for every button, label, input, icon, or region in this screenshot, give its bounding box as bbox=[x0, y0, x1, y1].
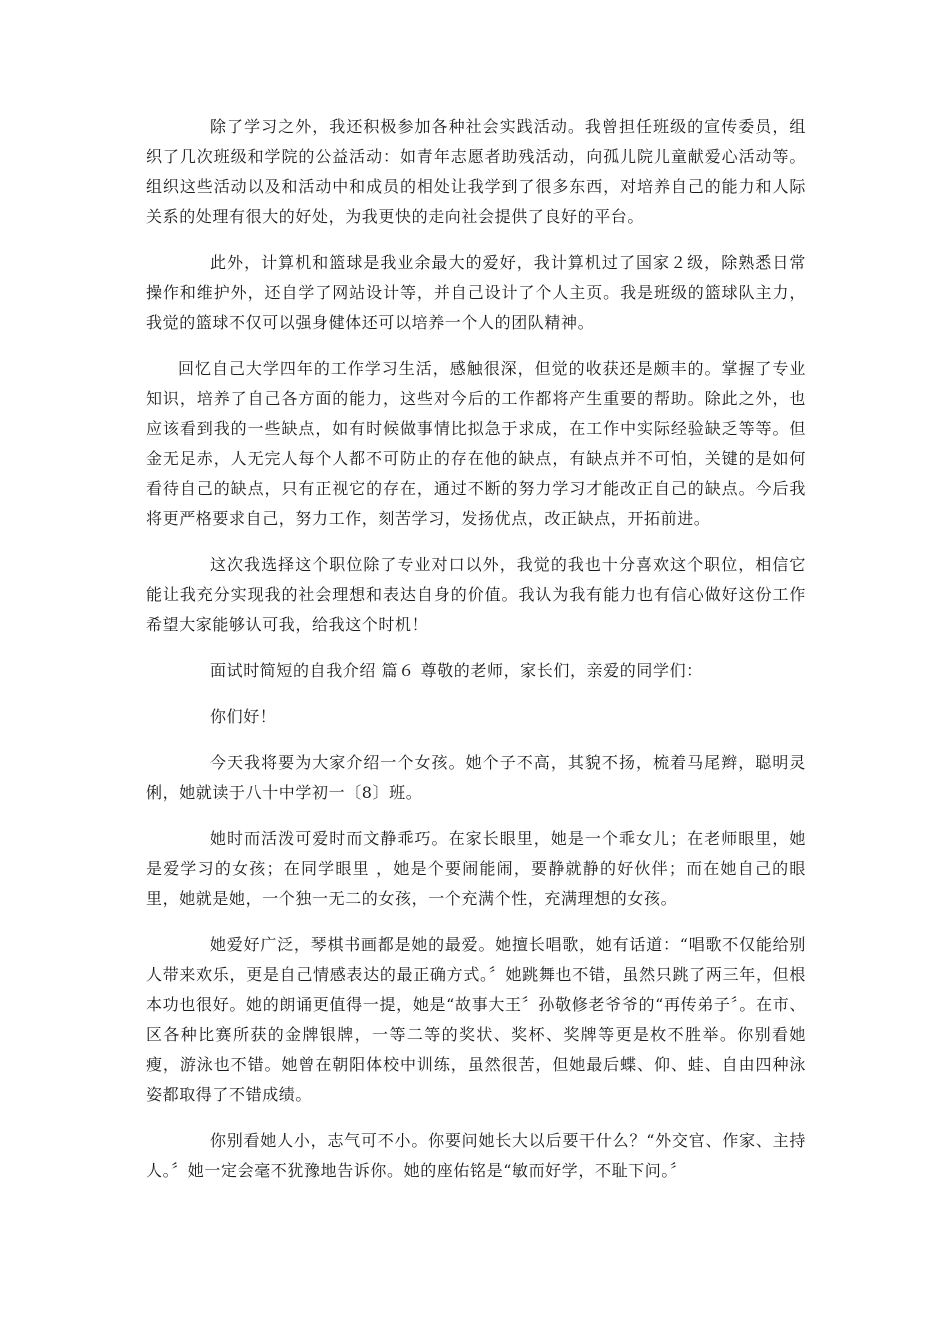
paragraph-section-heading: 面试时简短的自我介绍 篇６ 尊敬的老师，家长们，亲爱的同学们： bbox=[210, 661, 703, 680]
paragraph-greeting: 你们好！ bbox=[210, 707, 277, 726]
paragraph-hobbies: 此外，计算机和篮球是我业余最大的爱好，我计算机过了国家２级，除熟悉日常操作和维护外，还自学了网站设计等，并自己设计了个人主页。我是班级的篮球队主力，我觉的篮球不仅可以强身健体还可以培养一个人的团队精神。 bbox=[146, 253, 806, 332]
paragraph-social-practice: 除了学习之外，我还积极参加各种社会实践活动。我曾担任班级的宣传委员，组织了几次班级和学院的公益活动：如青年志愿者助残活动，向孤儿院儿童献爱心活动等。组织这些活动以及和活动中和成员的相处让我学到了很多东西，对培养自己的能力和人际关系的处理有很大的好处，为我更快的走向社会提供了良好的平台。 bbox=[146, 117, 806, 226]
paragraph-talents: 她爱好广泛，琴棋书画都是她的最爱。她擅长唱歌，她有话道：“唱歌不仅能给别人带来欢乐，更是自己情感表达的最正确方式。〞她跳舞也不错，虽然只跳了两三年，但根本功也很好。她的朗诵更值得一提，她是“故事大王〞孙敬修老爷爷的“再传弟子〞。在市、区各种比赛所获的金牌银牌，一等二等的奖状、奖杯、奖牌等更是枚不胜举。你别看她瘦，游泳也不错。她曾在朝阳体校中训练，虽然很苦，但她最后蝶、仰、蛙、自由四种泳姿都取得了不错成绩。 bbox=[146, 935, 806, 1104]
paragraph-position-choice: 这次我选择这个职位除了专业对口以外，我觉的我也十分喜欢这个职位，相信它能让我充分实现我的社会理想和表达自身的价值。我认为我有能力也有信心做好这份工作希望大家能够认可我，给我这个时机！ bbox=[146, 555, 806, 634]
paragraph-personality: 她时而活泼可爱时而文静乖巧。在家长眼里，她是一个乖女儿；在老师眼里，她是爱学习的女孩；在同学眼里 ，她是个要闹能闹，要静就静的好伙伴；而在她自己的眼里，她就是她，一个独一无二的女孩，一个充满个性，充满理想的女孩。 bbox=[146, 829, 806, 908]
document-body bbox=[146, 112, 806, 1202]
paragraph-ambition: 你别看她人小，志气可不小。你要问她长大以后要干什么？“外交官、作家、主持人。〞她一定会毫不犹豫地告诉你。她的座佑铭是“敏而好学，不耻下问。〞 bbox=[146, 1131, 806, 1180]
paragraph-introduction: 今天我将要为大家介绍一个女孩。她个子不高，其貌不扬，梳着马尾辫，聪明灵俐，她就读于八十中学初一〔8〕班。 bbox=[146, 753, 806, 802]
paragraph-reflection: 回忆自己大学四年的工作学习生活，感触很深，但觉的收获还是颇丰的。掌握了专业知识，培养了自己各方面的能力，这些对今后的工作都将产生重要的帮助。除此之外，也应该看到我的一些缺点，如有时候做事情比拟急于求成，在工作中实际经验缺乏等等。但金无足赤，人无完人每个人都不可防止的存在他的缺点，有缺点并不可怕，关键的是如何看待自己的缺点，只有正视它的存在，通过不断的努力学习才能改正自己的缺点。今后我将更严格要求自己，努力工作，刻苦学习，发扬优点，改正缺点，开拓前进。 bbox=[146, 359, 806, 528]
